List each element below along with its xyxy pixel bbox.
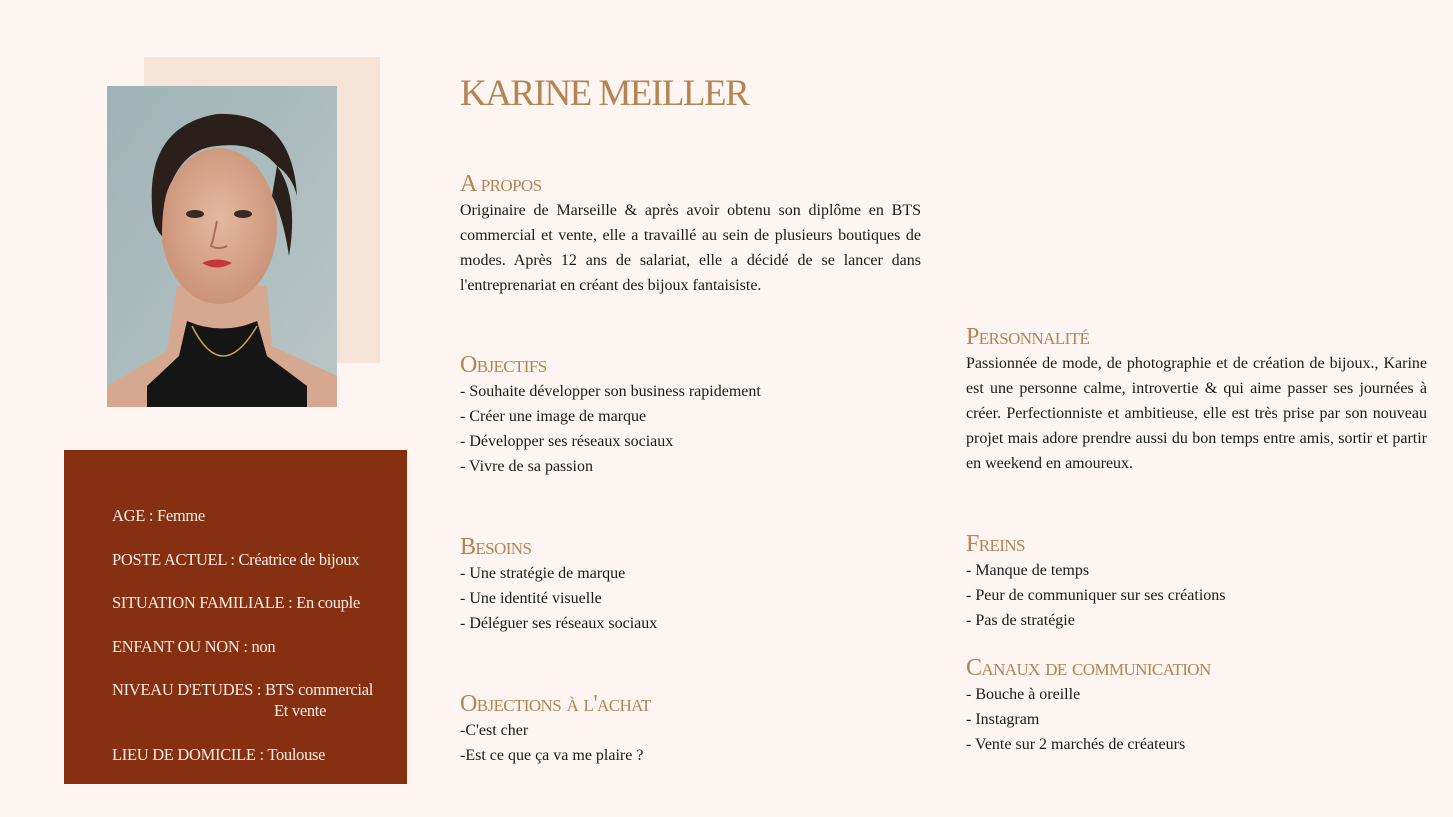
list-item: - Une identité visuelle bbox=[460, 590, 602, 607]
section-title-freins: Freins bbox=[966, 531, 1025, 557]
section-title-besoins: Besoins bbox=[460, 534, 532, 560]
personnalite-text: Passionnée de mode, de photographie et de création de bijoux., Karine est une personne calme, introvertie & qui aime passer ses journées à créer. Perfectionniste et ambitieuse, elle est très prise par son nouveau projet mais adore prendre aussi du bon temps entre amis, sortir et partir en weekend en amoureux. bbox=[966, 355, 1427, 472]
section-objectifs bbox=[460, 351, 921, 479]
section-besoins bbox=[460, 533, 921, 636]
list-item: -C'est cher bbox=[460, 722, 529, 739]
besoins-list bbox=[460, 561, 921, 636]
list-item: - Développer ses réseaux sociaux bbox=[460, 433, 674, 450]
profile-row-situation: SITUATION FAMILIALE : En couple bbox=[112, 593, 360, 612]
section-title-canaux: Canaux de communication bbox=[966, 655, 1211, 681]
section-objections bbox=[460, 690, 921, 768]
list-item: - Instagram bbox=[966, 711, 1040, 728]
list-item: - Vente sur 2 marchés de créateurs bbox=[966, 736, 1186, 753]
profile-row-enfant: ENFANT OU NON : non bbox=[112, 636, 276, 656]
section-freins bbox=[966, 530, 1427, 633]
objections-list bbox=[460, 718, 921, 768]
list-item: - Bouche à oreille bbox=[966, 686, 1081, 703]
section-title-objections: Objections à l'achat bbox=[460, 691, 651, 717]
list-item: - Déléguer ses réseaux sociaux bbox=[460, 615, 658, 632]
section-title-objectifs: Objectifs bbox=[460, 352, 547, 378]
profile-row-age: AGE : Femme bbox=[112, 506, 205, 525]
list-item: - Une stratégie de marque bbox=[460, 565, 626, 582]
profile-info-box bbox=[64, 450, 407, 784]
list-item: - Vivre de sa passion bbox=[460, 458, 593, 475]
section-title-apropos: A propos bbox=[460, 171, 542, 197]
list-item: - Pas de stratégie bbox=[966, 612, 1075, 629]
list-item: - Créer une image de marque bbox=[460, 408, 647, 425]
portrait-photo bbox=[107, 86, 337, 407]
profile-row-domicile: LIEU DE DOMICILE : Toulouse bbox=[112, 745, 326, 764]
apropos-text: Originaire de Marseille & après avoir obtenu son diplôme en BTS commercial et vente, elle a travaillé au sein de plusieurs boutiques de modes. Après 12 ans de salariat, elle a décidé de se lancer dans l'entreprenariat en créant des bijoux fantaisiste. bbox=[460, 202, 921, 294]
profile-row-poste: POSTE ACTUEL : Créatrice de bijoux bbox=[112, 549, 360, 569]
objectifs-list bbox=[460, 379, 921, 479]
list-item: -Est ce que ça va me plaire ? bbox=[460, 747, 644, 764]
list-item: - Souhaite développer son business rapidement bbox=[460, 383, 761, 400]
list-item: - Manque de temps bbox=[966, 562, 1090, 579]
section-apropos bbox=[460, 170, 921, 298]
section-personnalite bbox=[966, 323, 1427, 476]
canaux-list bbox=[966, 682, 1427, 757]
section-title-personnalite: Personnalité bbox=[966, 324, 1090, 350]
freins-list bbox=[966, 558, 1427, 633]
profile-row-etudes: NIVEAU D'ETUDES : BTS commercial Et vente bbox=[112, 680, 373, 720]
persona-name: KARINE MEILLER bbox=[460, 73, 749, 114]
section-canaux bbox=[966, 654, 1427, 757]
list-item: - Peur de communiquer sur ses créations bbox=[966, 587, 1226, 604]
